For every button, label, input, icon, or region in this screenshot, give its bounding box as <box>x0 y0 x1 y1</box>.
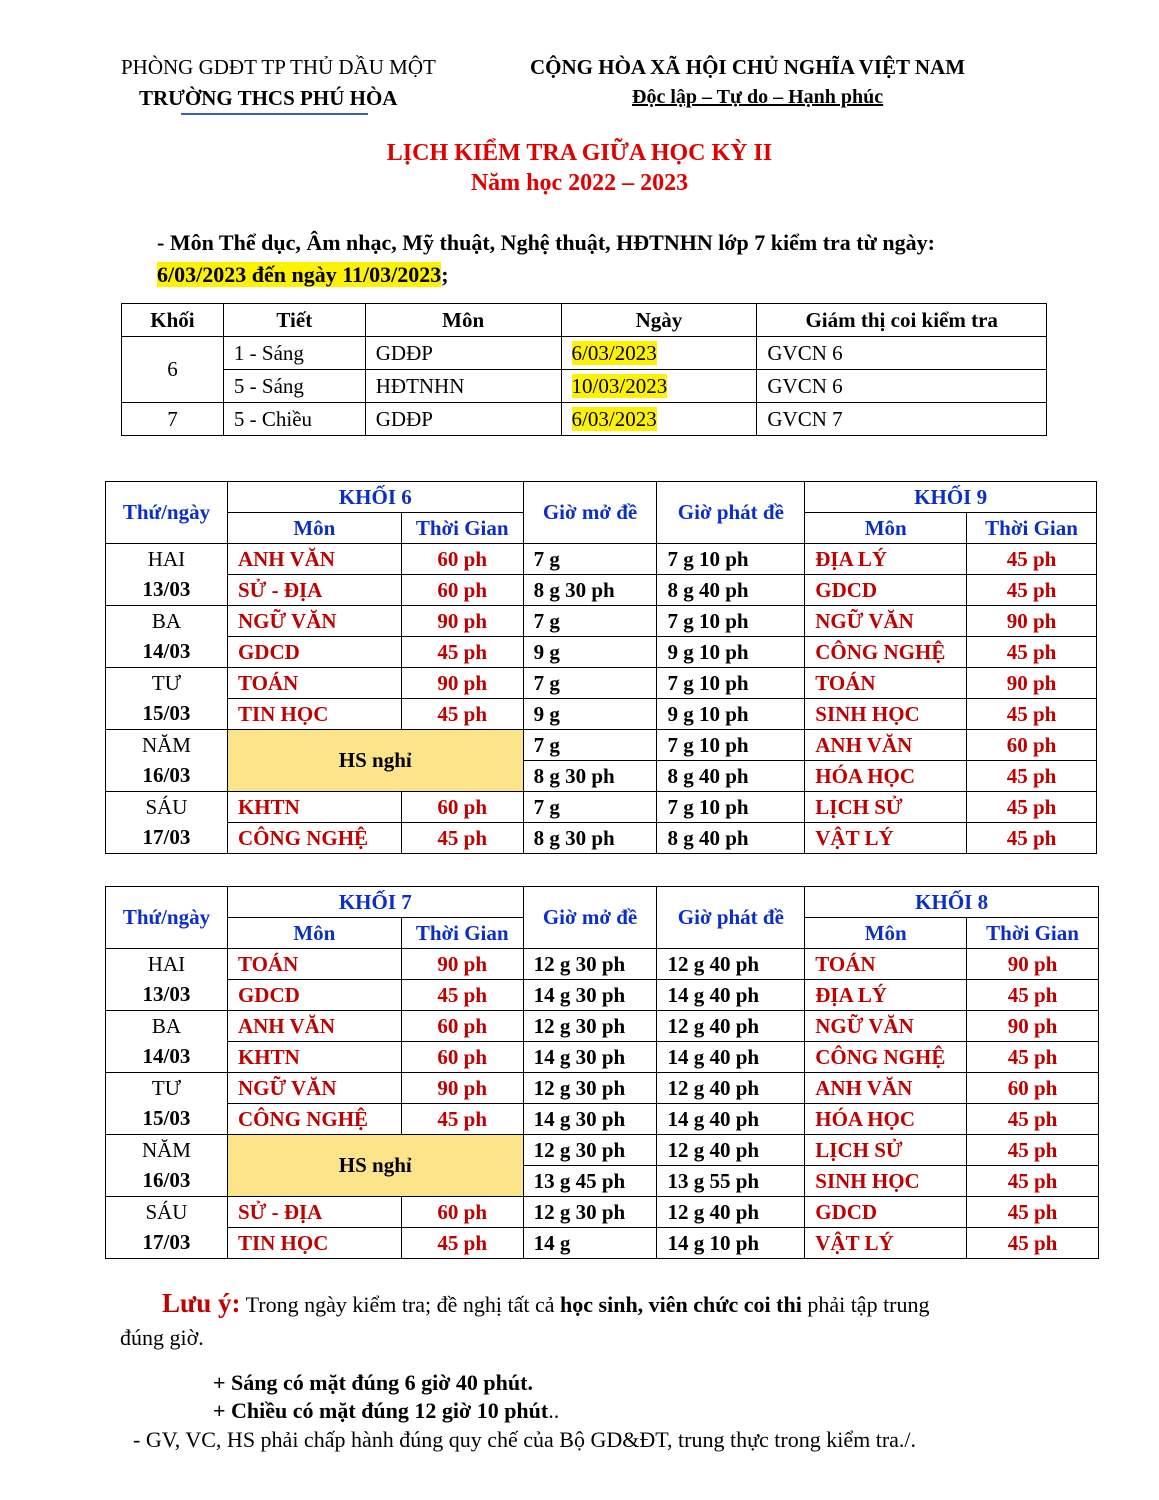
note-afternoon-line <box>213 1398 559 1424</box>
duration-cell: 60 ph <box>401 1011 523 1042</box>
duration-cell: 60 ph <box>967 730 1097 761</box>
day-date: 17/03 <box>106 823 228 854</box>
subject-cell: ĐỊA LÝ <box>805 544 967 575</box>
ngay-cell <box>561 403 757 436</box>
open-time-cell: 8 g 30 ph <box>523 761 657 792</box>
duration-cell: 60 ph <box>401 1197 523 1228</box>
day-name: NĂM <box>106 1135 228 1166</box>
subject-cell: HÓA HỌC <box>805 761 967 792</box>
subject-cell: CÔNG NGHỆ <box>227 1104 401 1135</box>
open-time-cell: 14 g 30 ph <box>523 1104 657 1135</box>
table-row <box>106 1197 1099 1228</box>
duration-cell: 60 ph <box>967 1073 1099 1104</box>
duration-cell: 90 ph <box>967 606 1097 637</box>
open-time-cell: 12 g 30 ph <box>523 1197 657 1228</box>
table-row <box>106 1228 1099 1259</box>
duration-cell: 45 ph <box>967 1104 1099 1135</box>
ngay-cell <box>561 370 757 403</box>
subject-cell: GDCD <box>805 575 967 606</box>
issue-time-cell: 14 g 40 ph <box>657 1104 805 1135</box>
subject-cell: CÔNG NGHỆ <box>805 637 967 668</box>
table-row <box>106 823 1097 854</box>
open-time-cell: 14 g <box>523 1228 657 1259</box>
header-subject: Môn <box>805 513 967 544</box>
issue-time-cell: 8 g 40 ph <box>657 575 805 606</box>
open-time-cell: 12 g 30 ph <box>523 1011 657 1042</box>
subject-cell: ĐỊA LÝ <box>805 980 967 1011</box>
subject-cell: TIN HỌC <box>227 699 401 730</box>
table-row <box>106 949 1099 980</box>
header-subject: Môn <box>805 918 967 949</box>
subject-cell: LỊCH SỬ <box>805 792 967 823</box>
duration-cell: 45 ph <box>967 1228 1099 1259</box>
issue-time-cell: 8 g 40 ph <box>657 761 805 792</box>
header-duration: Thời Gian <box>967 918 1099 949</box>
duration-cell: 90 ph <box>967 1011 1099 1042</box>
subject-cell: LỊCH SỬ <box>805 1135 967 1166</box>
table-row <box>106 1073 1099 1104</box>
tiet-cell: 5 - Chiều <box>223 403 365 436</box>
subject-cell: HÓA HỌC <box>805 1104 967 1135</box>
issue-time-cell: 7 g 10 ph <box>657 606 805 637</box>
duration-cell: 45 ph <box>401 1104 523 1135</box>
intro-text: - Môn Thể dục, Âm nhạc, Mỹ thuật, Nghệ thuật, HĐTNHN lớp 7 kiểm tra từ ngày: <box>157 230 935 255</box>
subject-cell: GDCD <box>227 980 401 1011</box>
duration-cell: 90 ph <box>967 668 1097 699</box>
header-day: Thứ/ngày <box>106 887 228 949</box>
tiet-cell: 1 - Sáng <box>223 337 365 370</box>
subject-cell: SINH HỌC <box>805 1166 967 1197</box>
duration-cell: 45 ph <box>967 1166 1099 1197</box>
header-duration: Thời Gian <box>401 513 523 544</box>
note-text-1: Trong ngày kiểm tra; đề nghị tất cả <box>240 1292 561 1317</box>
duration-cell: 60 ph <box>401 575 523 606</box>
page-title: LỊCH KIỂM TRA GIỮA HỌC KỲ II <box>386 140 773 166</box>
table-row <box>106 1011 1099 1042</box>
subject-cell: ANH VĂN <box>805 1073 967 1104</box>
day-date: 16/03 <box>106 1166 228 1197</box>
subject-cell: SINH HỌC <box>805 699 967 730</box>
day-name: BA <box>106 606 228 637</box>
day-name: HAI <box>106 544 228 575</box>
subject-cell: KHTN <box>227 792 401 823</box>
day-date: 15/03 <box>106 699 228 730</box>
issue-time-cell: 9 g 10 ph <box>657 699 805 730</box>
open-time-cell: 7 g <box>523 792 657 823</box>
subject-cell: SỬ - ĐỊA <box>227 1197 401 1228</box>
intro-dates-line <box>157 262 449 288</box>
duration-cell: 45 ph <box>967 761 1097 792</box>
issue-time-cell: 7 g 10 ph <box>657 668 805 699</box>
giam-thi-cell: GVCN 6 <box>757 337 1047 370</box>
student-off-cell: HS nghỉ <box>227 1135 523 1197</box>
table-row <box>122 337 1047 370</box>
subject-cell: KHTN <box>227 1042 401 1073</box>
issue-time-cell: 7 g 10 ph <box>657 730 805 761</box>
duration-cell: 45 ph <box>401 637 523 668</box>
duration-cell: 45 ph <box>967 823 1097 854</box>
duration-cell: 45 ph <box>401 823 523 854</box>
open-time-cell: 12 g 30 ph <box>523 1073 657 1104</box>
subject-cell: VẬT LÝ <box>805 1228 967 1259</box>
subject-cell: ANH VĂN <box>805 730 967 761</box>
open-time-cell: 7 g <box>523 668 657 699</box>
header-ngay: Ngày <box>561 304 757 337</box>
day-date: 17/03 <box>106 1228 228 1259</box>
day-date: 14/03 <box>106 1042 228 1073</box>
duration-cell: 45 ph <box>401 1228 523 1259</box>
khoi-cell: 7 <box>122 403 224 436</box>
header-open-time: Giờ mở đề <box>523 887 657 949</box>
day-date: 13/03 <box>106 575 228 606</box>
subject-cell: GDCD <box>227 637 401 668</box>
table-row <box>106 1104 1099 1135</box>
day-name: BA <box>106 1011 228 1042</box>
header-subject: Môn <box>227 918 401 949</box>
subject-cell: NGỮ VĂN <box>805 1011 967 1042</box>
table-row <box>106 1042 1099 1073</box>
table-row <box>106 637 1097 668</box>
national-motto: Độc lập – Tự do – Hạnh phúc <box>632 86 884 108</box>
day-date: 14/03 <box>106 637 228 668</box>
duration-cell: 45 ph <box>967 1197 1099 1228</box>
issue-time-cell: 12 g 40 ph <box>657 1197 805 1228</box>
date-highlight: 10/03/2023 <box>571 373 668 398</box>
table-row <box>122 370 1047 403</box>
note-afternoon: + Chiều có mặt đúng 12 giờ 10 phút <box>213 1398 549 1423</box>
table-row <box>106 606 1097 637</box>
duration-cell: 90 ph <box>967 949 1099 980</box>
issue-time-cell: 7 g 10 ph <box>657 544 805 575</box>
open-time-cell: 12 g 30 ph <box>523 1135 657 1166</box>
mon-cell: HĐTNHN <box>365 370 561 403</box>
open-time-cell: 9 g <box>523 699 657 730</box>
open-time-cell: 8 g 30 ph <box>523 575 657 606</box>
duration-cell: 60 ph <box>401 544 523 575</box>
table-header-row <box>106 482 1097 513</box>
note-rule: - GV, VC, HS phải chấp hành đúng quy chế của Bộ GD&ĐT, trung thực trong kiểm tra./. <box>133 1427 917 1452</box>
giam-thi-cell: GVCN 7 <box>757 403 1047 436</box>
subject-cell: TIN HỌC <box>227 1228 401 1259</box>
day-date: 16/03 <box>106 761 228 792</box>
country-name: CỘNG HÒA XÃ HỘI CHỦ NGHĨA VIỆT NAM <box>530 55 966 79</box>
note-line-2: đúng giờ. <box>120 1325 204 1350</box>
subject-cell: TOÁN <box>805 949 967 980</box>
table-row <box>106 730 1097 761</box>
ngay-cell <box>561 337 757 370</box>
subject-cell: ANH VĂN <box>227 1011 401 1042</box>
note-label: Lưu ý: <box>162 1288 241 1318</box>
table-row <box>106 544 1097 575</box>
date-highlight: 6/03/2023 <box>571 406 657 431</box>
open-time-cell: 14 g 30 ph <box>523 980 657 1011</box>
open-time-cell: 13 g 45 ph <box>523 1166 657 1197</box>
open-time-cell: 8 g 30 ph <box>523 823 657 854</box>
table-header-row <box>122 304 1047 337</box>
note-line <box>162 1288 930 1319</box>
issue-time-cell: 14 g 40 ph <box>657 1042 805 1073</box>
pe-arts-schedule-table <box>121 303 1047 436</box>
subject-cell: VẬT LÝ <box>805 823 967 854</box>
issue-time-cell: 14 g 10 ph <box>657 1228 805 1259</box>
day-name: TƯ <box>106 1073 228 1104</box>
header-khoi: Khối <box>122 304 224 337</box>
header-left-block: KHỐI 6 <box>227 482 523 513</box>
duration-cell: 45 ph <box>967 1042 1099 1073</box>
subject-cell: TOÁN <box>227 949 401 980</box>
date-highlight: 6/03/2023 <box>571 340 657 365</box>
day-name: HAI <box>106 949 228 980</box>
subject-cell: TOÁN <box>227 668 401 699</box>
issue-time-cell: 12 g 40 ph <box>657 949 805 980</box>
header-left-block: KHỐI 7 <box>227 887 523 918</box>
table-row <box>106 792 1097 823</box>
header-duration: Thời Gian <box>401 918 523 949</box>
issue-time-cell: 12 g 40 ph <box>657 1011 805 1042</box>
duration-cell: 45 ph <box>401 699 523 730</box>
subject-cell: GDCD <box>805 1197 967 1228</box>
open-time-cell: 9 g <box>523 637 657 668</box>
day-name: SÁU <box>106 1197 228 1228</box>
note-text-2: phải tập trung <box>801 1292 930 1317</box>
header-issue-time: Giờ phát đề <box>657 887 805 949</box>
subject-cell: CÔNG NGHỆ <box>227 823 401 854</box>
header-mon: Môn <box>365 304 561 337</box>
intro-dates: 6/03/2023 đến ngày 11/03/2023 <box>157 262 442 287</box>
day-date: 13/03 <box>106 980 228 1011</box>
issue-time-cell: 13 g 55 ph <box>657 1166 805 1197</box>
open-time-cell: 14 g 30 ph <box>523 1042 657 1073</box>
school-name: TRƯỜNG THCS PHÚ HÒA <box>139 86 398 110</box>
duration-cell: 45 ph <box>967 980 1099 1011</box>
subject-cell: NGỮ VĂN <box>805 606 967 637</box>
note-bold: học sinh, viên chức coi thi <box>560 1292 802 1317</box>
header-open-time: Giờ mở đề <box>523 482 657 544</box>
duration-cell: 45 ph <box>967 544 1097 575</box>
student-off-cell: HS nghỉ <box>227 730 523 792</box>
header-right-block: KHỐI 8 <box>805 887 1099 918</box>
duration-cell: 45 ph <box>401 980 523 1011</box>
subject-cell: NGỮ VĂN <box>227 606 401 637</box>
duration-cell: 45 ph <box>967 699 1097 730</box>
issue-time-cell: 14 g 40 ph <box>657 980 805 1011</box>
duration-cell: 45 ph <box>967 1135 1099 1166</box>
giam-thi-cell: GVCN 6 <box>757 370 1047 403</box>
intro-end: ; <box>441 262 449 287</box>
duration-cell: 60 ph <box>401 792 523 823</box>
subject-cell: ANH VĂN <box>227 544 401 575</box>
day-name: TƯ <box>106 668 228 699</box>
issue-time-cell: 12 g 40 ph <box>657 1073 805 1104</box>
issue-time-cell: 8 g 40 ph <box>657 823 805 854</box>
issue-time-cell: 12 g 40 ph <box>657 1135 805 1166</box>
header-right-block: KHỐI 9 <box>805 482 1097 513</box>
schedule-table-khoi6-khoi9 <box>105 481 1097 854</box>
open-time-cell: 12 g 30 ph <box>523 949 657 980</box>
duration-cell: 45 ph <box>967 575 1097 606</box>
table-row <box>106 668 1097 699</box>
duration-cell: 90 ph <box>401 668 523 699</box>
table-row <box>122 403 1047 436</box>
department-name: PHÒNG GDĐT TP THỦ DẦU MỘT <box>121 55 436 79</box>
open-time-cell: 7 g <box>523 606 657 637</box>
duration-cell: 45 ph <box>967 792 1097 823</box>
open-time-cell: 7 g <box>523 730 657 761</box>
duration-cell: 90 ph <box>401 949 523 980</box>
duration-cell: 45 ph <box>967 637 1097 668</box>
khoi-cell: 6 <box>122 337 224 403</box>
day-date: 15/03 <box>106 1104 228 1135</box>
subject-cell: NGỮ VĂN <box>227 1073 401 1104</box>
header-subject: Môn <box>227 513 401 544</box>
table-row <box>106 699 1097 730</box>
school-year: Năm học 2022 – 2023 <box>470 170 689 196</box>
note-afternoon-tail: .. <box>548 1398 560 1423</box>
schedule-table-khoi7-khoi8 <box>105 886 1099 1259</box>
duration-cell: 90 ph <box>401 606 523 637</box>
header-giam-thi: Giám thị coi kiểm tra <box>757 304 1047 337</box>
header-day: Thứ/ngày <box>106 482 228 544</box>
mon-cell: GDĐP <box>365 403 561 436</box>
table-row <box>106 575 1097 606</box>
open-time-cell: 7 g <box>523 544 657 575</box>
header-tiet: Tiết <box>223 304 365 337</box>
header-issue-time: Giờ phát đề <box>657 482 805 544</box>
duration-cell: 60 ph <box>401 1042 523 1073</box>
day-name: NĂM <box>106 730 228 761</box>
table-row <box>106 1135 1099 1166</box>
header-duration: Thời Gian <box>967 513 1097 544</box>
subject-cell: SỬ - ĐỊA <box>227 575 401 606</box>
table-header-row <box>106 887 1099 918</box>
issue-time-cell: 7 g 10 ph <box>657 792 805 823</box>
table-row <box>106 980 1099 1011</box>
school-underline <box>181 113 368 115</box>
duration-cell: 90 ph <box>401 1073 523 1104</box>
mon-cell: GDĐP <box>365 337 561 370</box>
issue-time-cell: 9 g 10 ph <box>657 637 805 668</box>
subject-cell: TOÁN <box>805 668 967 699</box>
note-morning: + Sáng có mặt đúng 6 giờ 40 phút. <box>213 1370 533 1395</box>
subject-cell: CÔNG NGHỆ <box>805 1042 967 1073</box>
tiet-cell: 5 - Sáng <box>223 370 365 403</box>
day-name: SÁU <box>106 792 228 823</box>
